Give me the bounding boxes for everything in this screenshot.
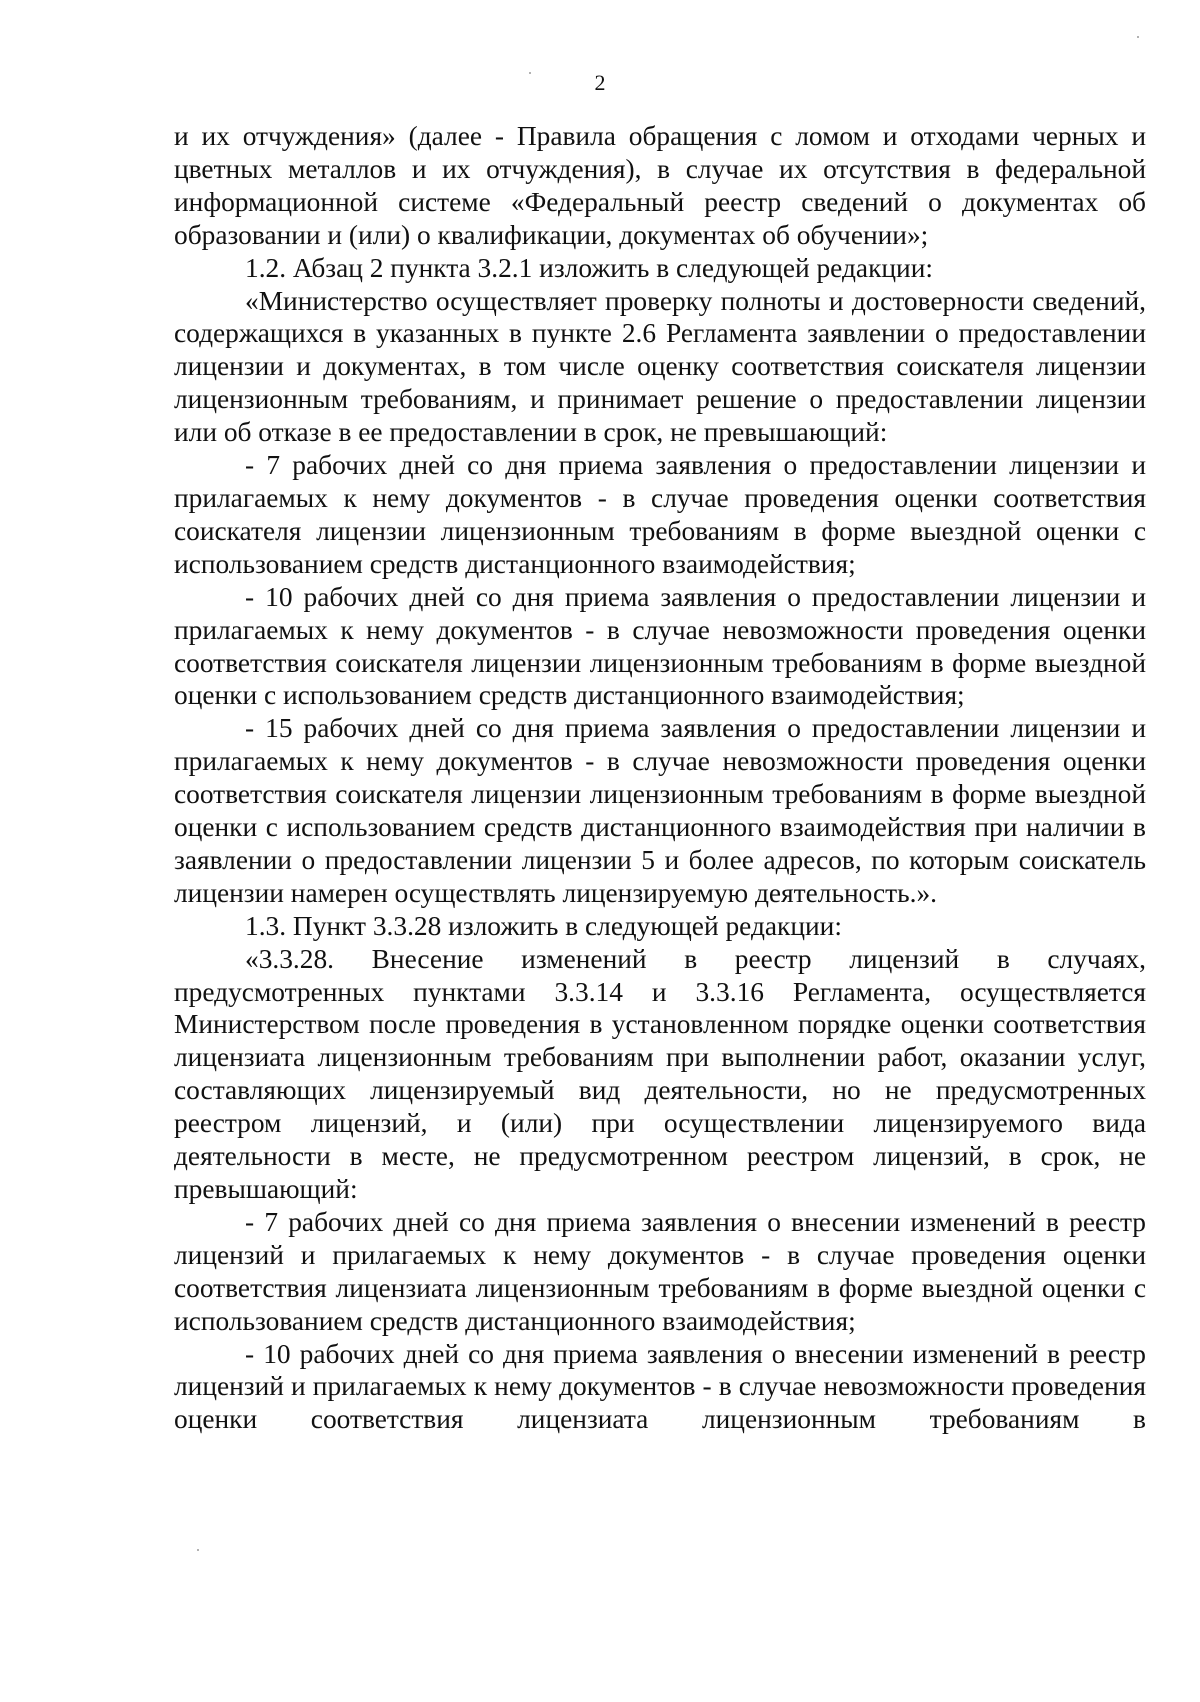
paragraph-continuation: и их отчуждения» (далее - Правила обращения с ломом и отходами черных и цветных металлов и их отчуждения), в случае их отсутствия в федеральной информационной системе «Федеральный реестр сведений о документах об образовании и (или) о квалификации, документах об обучении»; [174, 121, 1146, 250]
page-number: 2 [594, 70, 606, 95]
paragraph-term-10-days: - 10 рабочих дней со дня приема заявления о предоставлении лицензии и прилагаемых к нему документов - в случае невозможности проведения оценки соответствия соискателя лицензии лицензионным требованиям в форме выездной оценки с использованием средств дистанционного взаимодействия; [174, 581, 1146, 711]
paragraph-registry-term-7-days: - 7 рабочих дней со дня приема заявления о внесении изменений в реестр лицензий и прилагаемых к нему документов - в случае проведения оценки соответствия лицензиата лицензионным требованиям в форме выездной оценки с использованием средств дистанционного взаимодействия; [174, 1206, 1146, 1336]
paragraph-amendment-1-3-heading: 1.3. Пункт 3.3.28 изложить в следующей редакции: [245, 910, 842, 941]
paragraph-term-7-days: - 7 рабочих дней со дня приема заявления о предоставлении лицензии и прилагаемых к нему документов - в случае проведения оценки соответствия соискателя лицензии лицензионным требованиям в форме выездной оценки с использованием средств дистанционного взаимодействия; [174, 450, 1146, 579]
scan-speck [1137, 36, 1139, 38]
scan-speck [529, 72, 531, 74]
paragraph-term-15-days: - 15 рабочих дней со дня приема заявления о предоставлении лицензии и прилагаемых к нему документов - в случае невозможности проведения оценки соответствия соискателя лицензии лицензионным требованиям в форме выездной оценки с использованием средств дистанционного взаимодействия при наличии в заявлении о предоставлении лицензии 5 и более адресов, по которым соискатель лицензии намерен осуществлять лицензируемую деятельность.». [174, 713, 1146, 908]
scan-speck [197, 1549, 199, 1551]
paragraph-amendment-1-2-heading: 1.2. Абзац 2 пункта 3.2.1 изложить в следующей редакции: [245, 252, 933, 283]
document-body [174, 120, 1146, 1436]
paragraph-ministry-verification: «Министерство осуществляет проверку полноты и достоверности сведений, содержащихся в указанных в пункте 2.6 Регламента заявлении о предоставлении лицензии и документах, в том числе оценку соответствия соискателя лицензии лицензионным требованиям, и принимает решение о предоставлении лицензии или об отказе в ее предоставлении в срок, не превышающий: [174, 285, 1146, 448]
paragraph-clause-3-3-28: «3.3.28. Внесение изменений в реестр лицензий в случаях, предусмотренных пунктами 3.3.14 и 3.3.16 Регламента, осуществляется Министерством после проведения в установленном порядке оценки соответствия лицензиата лицензионным требованиям при выполнении работ, оказании услуг, составляющих лицензируемый вид деятельности, но не предусмотренных реестром лицензий, и (или) при осуществлении лицензируемого вида деятельности в месте, не предусмотренном реестром лицензий, в срок, не превышающий: [174, 943, 1146, 1204]
paragraph-registry-term-10-days: - 10 рабочих дней со дня приема заявления о внесении изменений в реестр лицензий и прилагаемых к нему документов - в случае невозможности проведения оценки соответствия лицензиата лицензионным требованиям в [174, 1338, 1146, 1435]
